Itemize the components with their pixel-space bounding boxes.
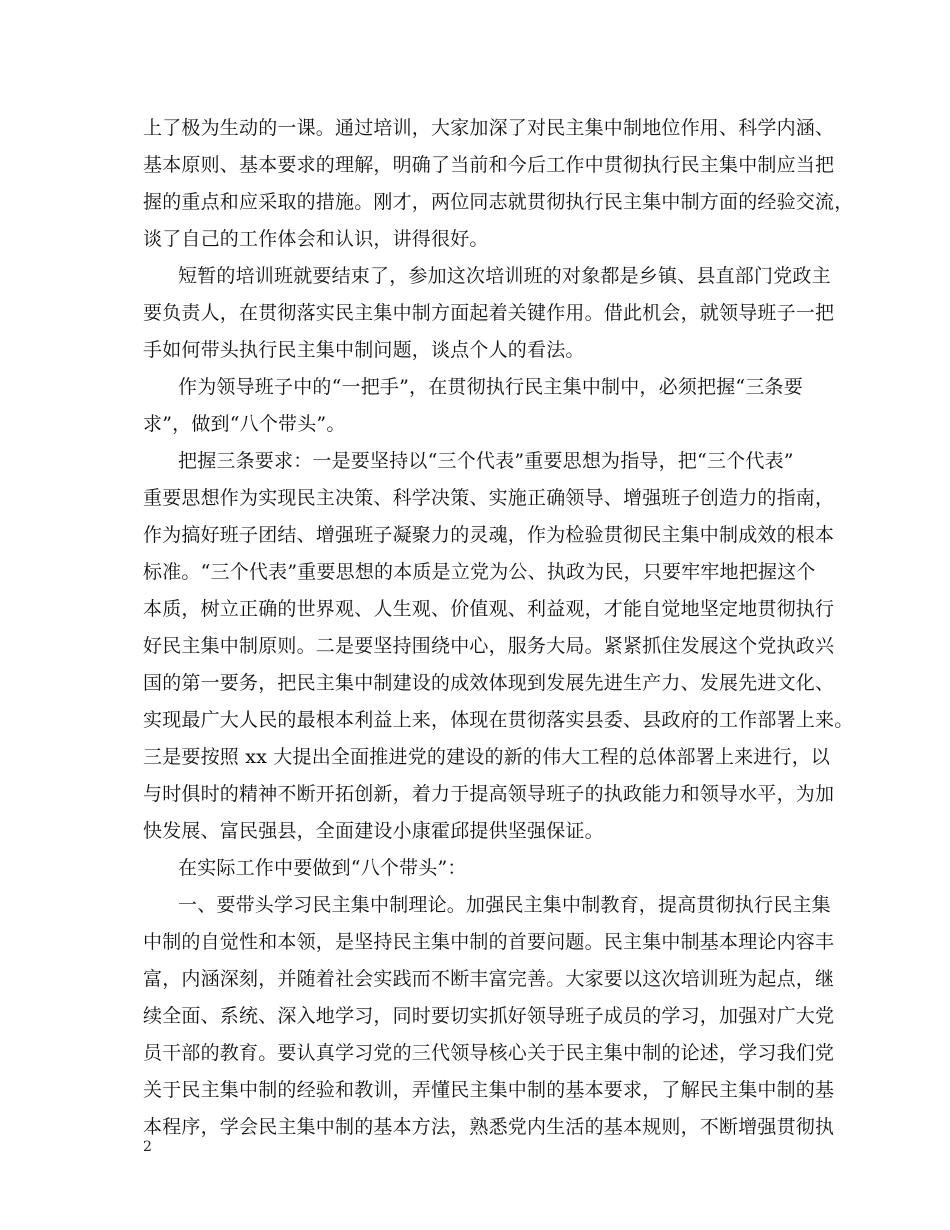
paragraph-first-line: 一、要带头学习民主集中制理论。加强民主集中制教育，提高贯彻执行民主集: [178, 894, 831, 916]
text-line: 本程序，学会民主集中制的基本方法，熟悉党内生活的基本规则，不断增强贯彻执: [143, 1116, 835, 1138]
text-line: 富，内涵深刻，并随着社会实践而不断丰富完善。大家要以这次培训班为起点，继: [143, 968, 835, 990]
text-line: 续全面、系统、深入地学习，同时要切实抓好领导班子成员的学习，加强对广大党: [143, 1005, 835, 1027]
text-line: 握的重点和应采取的措施。刚才，两位同志就贯彻执行民主集中制方面的经验交流，: [143, 191, 854, 213]
text-line: 快发展、富民强县，全面建设小康霍邱提供坚强保证。: [143, 820, 604, 842]
text-line: 好民主集中制原则。二是要坚持围绕中心，服务大局。紧紧抓住发展这个党执政兴: [143, 635, 835, 657]
text-line: 重要思想作为实现民主决策、科学决策、实施正确领导、增强班子创造力的指南，: [143, 487, 835, 509]
text-line: 国的第一要务，把民主集中制建设的成效体现到发展先进生产力、发展先进文化、: [143, 672, 835, 694]
text-line: 中制的自觉性和本领，是坚持民主集中制的首要问题。民主集中制基本理论内容丰: [143, 931, 835, 953]
text-line: 基本原则、基本要求的理解，明确了当前和今后工作中贯彻执行民主集中制应当把: [143, 154, 835, 176]
text-line: 作为搞好班子团结、增强班子凝聚力的灵魂，作为检验贯彻民主集中制成效的根本: [143, 524, 835, 546]
text-line: 实现最广大人民的最根本利益上来，体现在贯彻落实县委、县政府的工作部署上来。: [143, 709, 854, 731]
paragraph-first-line: 短暂的培训班就要结束了，参加这次培训班的对象都是乡镇、县直部门党政主: [178, 265, 831, 287]
text-line: 本质，树立正确的世界观、人生观、价值观、利益观，才能自觉地坚定地贯彻执行: [143, 598, 835, 620]
text-line: 要负责人，在贯彻落实民主集中制方面起着关键作用。借此机会，就领导班子一把: [143, 302, 835, 324]
text-line: 上了极为生动的一课。通过培训，大家加深了对民主集中制地位作用、科学内涵、: [143, 117, 835, 139]
page-number: 2: [143, 1139, 152, 1155]
text-line: 标准。“三个代表”重要思想的本质是立党为公、执政为民，只要牢牢地把握这个: [143, 561, 816, 583]
text-line: 求”，做到“八个带头”。: [143, 413, 346, 435]
text-line: 关于民主集中制的经验和教训，弄懂民主集中制的基本要求，了解民主集中制的基: [143, 1079, 835, 1101]
paragraph-first-line: 作为领导班子中的“一把手”，在贯彻执行民主集中制中，必须把握“三条要: [178, 376, 803, 398]
text-line: 谈了自己的工作体会和认识，讲得很好。: [143, 228, 489, 250]
paragraph-first-line: 在实际工作中要做到“八个带头”：: [178, 857, 467, 879]
text-line: 与时俱时的精神不断开拓创新，着力于提高领导班子的执政能力和领导水平，为加: [143, 783, 835, 805]
text-line: 手如何带头执行民主集中制问题，谈点个人的看法。: [143, 339, 585, 361]
text-line: 员干部的教育。要认真学习党的三代领导核心关于民主集中制的论述，学习我们党: [143, 1042, 835, 1064]
paragraph-first-line: 把握三条要求：一是要坚持以“三个代表”重要思想为指导，把“三个代表”: [178, 450, 794, 472]
text-line: 三是要按照 xx 大提出全面推进党的建设的新的伟大工程的总体部署上来进行，以: [143, 746, 831, 768]
